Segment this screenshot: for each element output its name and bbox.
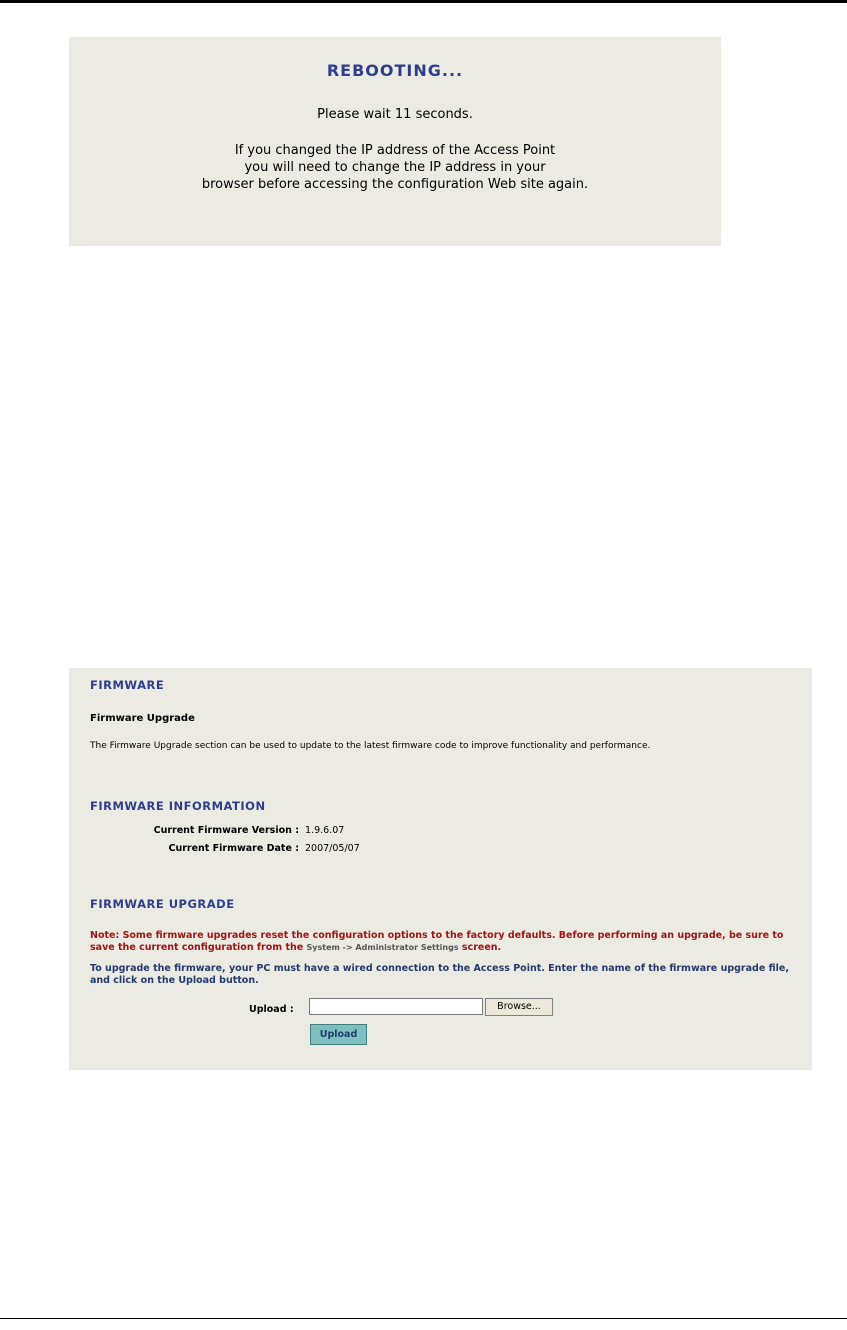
bottom-rule <box>0 1318 847 1319</box>
note-text: Note: Some firmware upgrades reset the configuration options to the factory defaults. Before performing an upgrade, be sure to save the current configuration from the <box>90 930 784 953</box>
reboot-panel <box>69 37 721 246</box>
firmware-version-row <box>69 825 299 839</box>
reboot-message-line: browser before accessing the configuration Web site again. <box>201 177 589 192</box>
firmware-version-value: 1.9.6.07 <box>305 825 345 836</box>
firmware-date-row <box>69 843 299 857</box>
firmware-panel <box>69 668 812 1070</box>
reboot-title: REBOOTING... <box>326 61 464 80</box>
firmware-version-label: Current Firmware Version : <box>153 825 299 836</box>
firmware-upgrade-note <box>90 930 795 954</box>
firmware-information-title: FIRMWARE INFORMATION <box>90 799 266 813</box>
firmware-upgrade-subtitle: Firmware Upgrade <box>90 713 195 724</box>
firmware-section-title: FIRMWARE <box>90 678 165 692</box>
firmware-description: The Firmware Upgrade section can be used to update to the latest firmware code to improve functionality and performance. <box>90 741 651 751</box>
firmware-date-label: Current Firmware Date : <box>168 843 299 854</box>
firmware-upgrade-title: FIRMWARE UPGRADE <box>90 897 235 911</box>
browse-button[interactable]: Browse... <box>485 998 553 1016</box>
reboot-message <box>69 142 721 193</box>
note-settings-path: System -> Administrator Settings <box>306 943 459 952</box>
upload-button[interactable]: Upload <box>310 1024 367 1045</box>
firmware-upgrade-instructions: To upgrade the firmware, your PC must have a wired connection to the Access Point. Enter the name of the firmware upgrade file, and click on the Upload button. <box>90 963 789 986</box>
upload-label: Upload : <box>249 1004 294 1015</box>
note-text-end: screen. <box>458 942 502 953</box>
reboot-message-line: you will need to change the IP address in your <box>244 160 546 175</box>
upload-file-input[interactable] <box>309 998 483 1015</box>
top-rule <box>0 0 847 3</box>
reboot-message-line: If you changed the IP address of the Access Point <box>234 143 556 158</box>
firmware-date-value: 2007/05/07 <box>305 843 360 854</box>
reboot-wait-text: Please wait 11 seconds. <box>317 107 473 122</box>
